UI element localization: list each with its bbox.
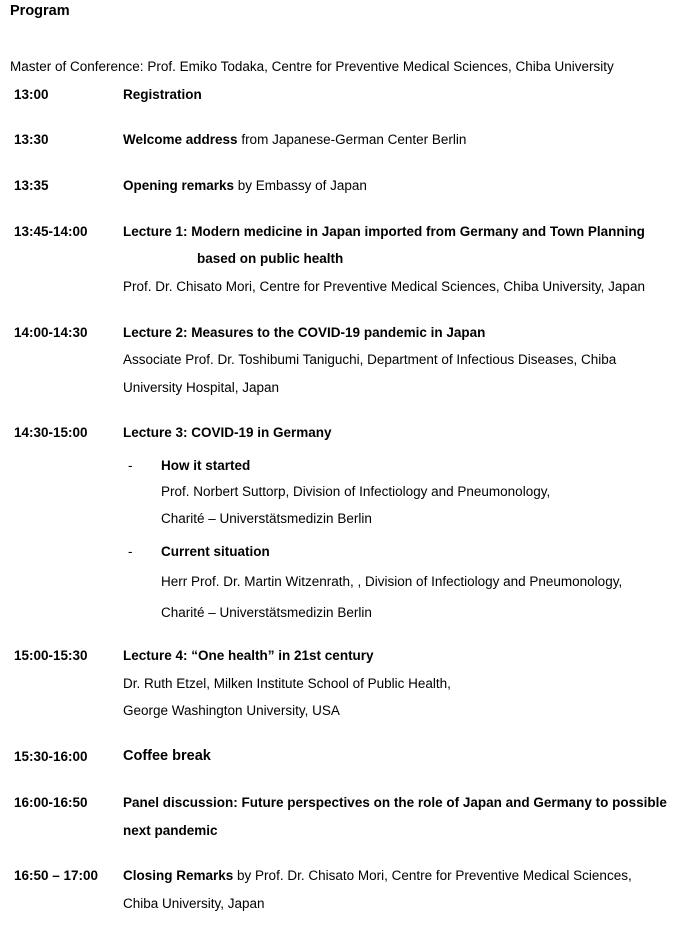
item-title: Coffee break [123,748,211,764]
item-title: Panel discussion: Future perspectives on the role of Japan and Germany to possible [123,795,667,810]
time-slot: 14:00-14:30 [14,325,88,340]
bullet-dash: - [128,458,133,473]
time-slot: 14:30-15:00 [14,425,88,440]
item-title-rest: by Prof. Dr. Chisato Mori, Centre for Preventive Medical Sciences, [233,868,632,883]
item-title [123,868,632,884]
item-title: Lecture 2: Measures to the COVID-19 pandemic in Japan [123,325,486,340]
item-title: Lecture 4: “One health” in 21st century [123,648,374,663]
item-title-bold: Welcome address [123,132,238,147]
item-title-continued: next pandemic [123,823,218,838]
item-title: Lecture 3: COVID-19 in Germany [123,425,332,440]
sub-heading: How it started [161,458,251,473]
bullet-dash: - [128,544,133,559]
sub-detail: Prof. Norbert Suttorp, Division of Infectiology and Pneumonology, [161,484,551,499]
item-title-bold: Closing Remarks [123,868,234,883]
master-of-conference: Master of Conference: Prof. Emiko Todaka, Centre for Preventive Medical Sciences, Chiba University [10,59,614,74]
item-detail: Prof. Dr. Chisato Mori, Centre for Preventive Medical Sciences, Chiba University, Japan [123,279,645,294]
time-slot: 15:00-15:30 [14,648,88,663]
time-slot: 13:00 [14,87,49,102]
item-title: Lecture 1: Modern medicine in Japan imported from Germany and Town Planning [123,224,645,239]
sub-detail: Herr Prof. Dr. Martin Witzenrath, , Division of Infectiology and Pneumonology, [161,574,623,589]
time-slot: 15:30-16:00 [14,749,88,764]
item-detail: University Hospital, Japan [123,380,280,395]
page-title: Program [10,3,70,19]
item-title [123,178,367,194]
item-title: Registration [123,87,202,102]
sub-detail: Charité – Universtätsmedizin Berlin [161,511,372,526]
item-title-rest: by Embassy of Japan [234,178,367,193]
sub-detail: Charité – Universtätsmedizin Berlin [161,605,372,620]
time-slot: 13:45-14:00 [14,224,88,239]
time-slot: 13:30 [14,132,49,147]
item-detail: Dr. Ruth Etzel, Milken Institute School of Public Health, [123,676,451,691]
item-detail: Associate Prof. Dr. Toshibumi Taniguchi, Department of Infectious Diseases, Chiba [123,352,617,367]
time-slot: 16:00-16:50 [14,795,88,810]
item-detail: George Washington University, USA [123,703,340,718]
item-title-continued: based on public health [197,251,344,266]
time-slot: 16:50 – 17:00 [14,868,99,883]
item-title-bold: Opening remarks [123,178,235,193]
item-title [123,132,466,148]
item-detail: Chiba University, Japan [123,896,265,911]
time-slot: 13:35 [14,178,49,193]
item-title-rest: from Japanese-German Center Berlin [237,132,467,147]
sub-heading: Current situation [161,544,270,559]
